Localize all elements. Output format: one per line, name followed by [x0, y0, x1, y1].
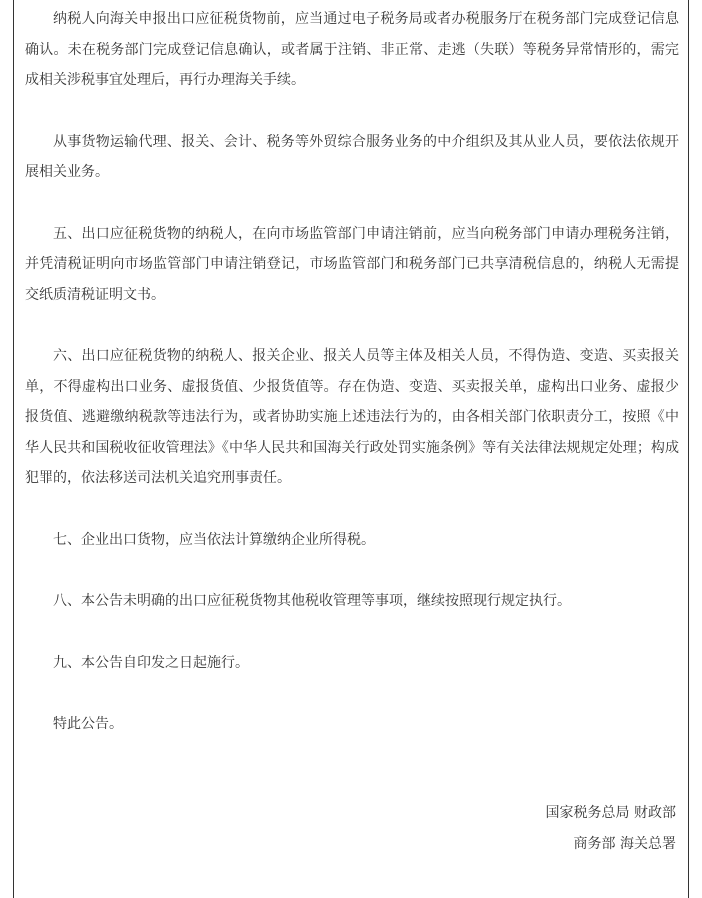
paragraph-intermediaries: 从事货物运输代理、报关、会计、税务等外贸综合服务业务的中介组织及其从业人员，要依法依规开展相关业务。 [25, 133, 679, 180]
document-body [25, 0, 679, 740]
paragraph-item-nine: 九、本公告自印发之日起施行。 [53, 654, 249, 671]
paragraph-gap [25, 310, 679, 341]
signature-line-1: 国家税务总局 财政部 [545, 805, 676, 821]
paragraph-registration: 纳税人向海关申报出口应征税货物前，应当通过电子税务局或者办税服务厅在税务部门完成登记信息确认。未在税务部门完成登记信息确认，或者属于注销、非正常、走逃（失联）等税务异常情形的，需完成相关涉税事宜处理后，再行办理海关手续。 [25, 11, 679, 88]
paragraph-item-seven: 七、企业出口货物，应当依法计算缴纳企业所得税。 [53, 531, 375, 548]
paragraph-gap [25, 555, 679, 586]
paragraph-gap [25, 494, 679, 525]
signature-line-2: 商务部 海关总署 [573, 835, 676, 852]
paragraph-item-eight: 八、本公告未明确的出口应征税货物其他税收管理等事项，继续按照现行规定执行。 [53, 593, 571, 609]
paragraph-gap [25, 678, 679, 709]
paragraph-item-five: 五、出口应征税货物的纳税人，在向市场监管部门申请注销前，应当向税务部门申请办理税务注销，并凭清税证明向市场监管部门申请注销登记，市场监管部门和税务部门已共享清税信息的，纳税人无需提交纸质清税证明文书。 [25, 225, 679, 303]
paragraph-gap [25, 617, 679, 648]
paragraph-gap [25, 96, 679, 127]
paragraph-item-six: 六、出口应征税货物的纳税人、报关企业、报关人员等主体及相关人员，不得伪造、变造、买卖报关单，不得虚构出口业务、虚报货值、少报货值等。存在伪造、变造、买卖报关单，虚构出口业务、虚报少报货值、逃避缴纳税款等违法行为，或者协助实施上述违法行为的，由各相关部门依职责分工，按照《中华人民共和国税收征收管理法》《中华人民共和国海关行政处罚实施条例》等有关法律法规规定处理；构成犯罪的，依法移送司法机关追究刑事责任。 [25, 348, 679, 486]
paragraph-closing: 特此公告。 [53, 716, 123, 732]
paragraph-gap [25, 188, 679, 219]
